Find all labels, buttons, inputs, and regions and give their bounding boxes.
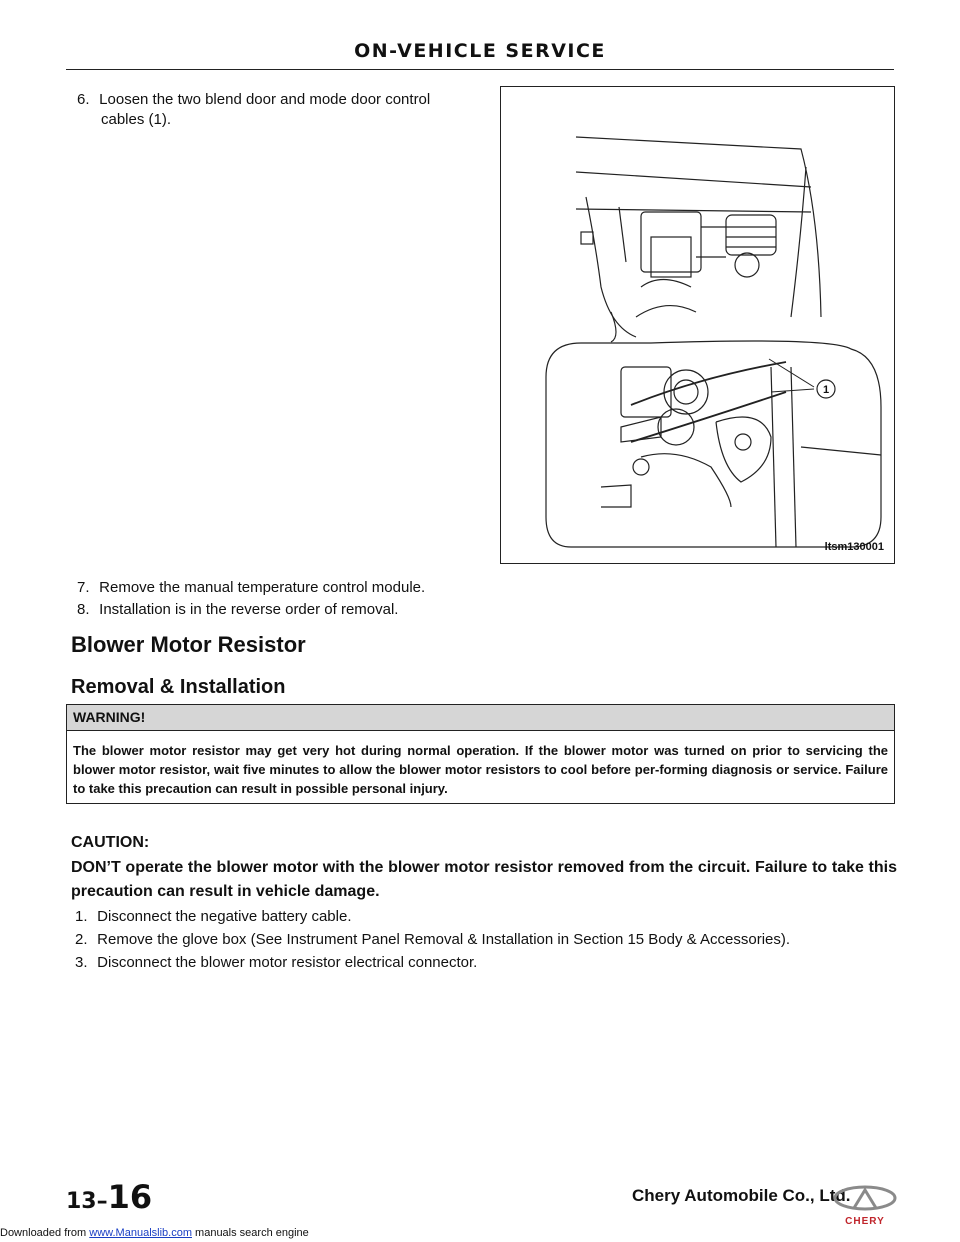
step-text: Remove the glove box (See Instrument Panel Removal & Installation in Section 15 Body & Accessories). (97, 931, 791, 948)
download-footer (0, 1227, 309, 1239)
hvac-cable-illustration (501, 87, 896, 565)
step-number: 6. (77, 91, 90, 108)
removal-step-3 (75, 953, 477, 973)
subsection-title: Removal & Installation (71, 676, 286, 698)
warning-text: The blower motor resistor may get very hot during normal operation. If the blower motor was turned on prior to servicing the blower motor resistor, wait five minutes to allow the blower motor resistors to cool before per-forming diagnosis or service. Failure to take this precaution can result in possible personal injury. (73, 743, 888, 796)
manualslib-link[interactable]: www.Manualslib.com (89, 1227, 192, 1239)
step-number: 2. (75, 931, 88, 948)
page-number (66, 1178, 152, 1216)
step-number: 8. (77, 601, 90, 618)
step-6 (77, 90, 467, 130)
callout-number: 1 (822, 384, 830, 396)
footer-prefix: Downloaded from (0, 1227, 90, 1239)
step-number: 3. (75, 954, 88, 971)
removal-step-2 (75, 930, 790, 950)
removal-step-1 (75, 907, 352, 927)
step-7 (77, 578, 425, 598)
step-text: Disconnect the negative battery cable. (97, 908, 352, 925)
page-header-title: ON-VEHICLE SERVICE (354, 40, 606, 62)
step-text: Installation is in the reverse order of removal. (99, 601, 399, 618)
section-title: Blower Motor Resistor (71, 632, 306, 657)
figure-code: ltsm130001 (824, 541, 884, 553)
footer-suffix: manuals search engine (191, 1227, 309, 1239)
step-text: Disconnect the blower motor resistor electrical connector. (97, 954, 478, 971)
step-text: Loosen the two blend door and mode door control (99, 91, 431, 108)
step-8 (77, 600, 398, 620)
step-text-continued: cables (1). (101, 111, 172, 128)
caution-text: DON’T operate the blower motor with the blower motor resistor removed from the circuit. Failure to take this precaution can result in vehicle damage. (71, 859, 897, 900)
chapter-number: 13– (66, 1189, 108, 1214)
warning-label: WARNING! (67, 705, 894, 731)
company-name: Chery Automobile Co., Ltd. (632, 1186, 851, 1205)
caution-label: CAUTION: (71, 834, 150, 851)
step-number: 1. (75, 908, 88, 925)
chery-logo (830, 1184, 900, 1233)
page-index: 16 (107, 1178, 153, 1216)
step-text: Remove the manual temperature control module. (99, 579, 426, 596)
logo-wordmark: CHERY (845, 1216, 885, 1227)
header-rule (66, 69, 894, 70)
step-number: 7. (77, 579, 90, 596)
figure-illustration (500, 86, 895, 564)
warning-box (66, 704, 895, 804)
